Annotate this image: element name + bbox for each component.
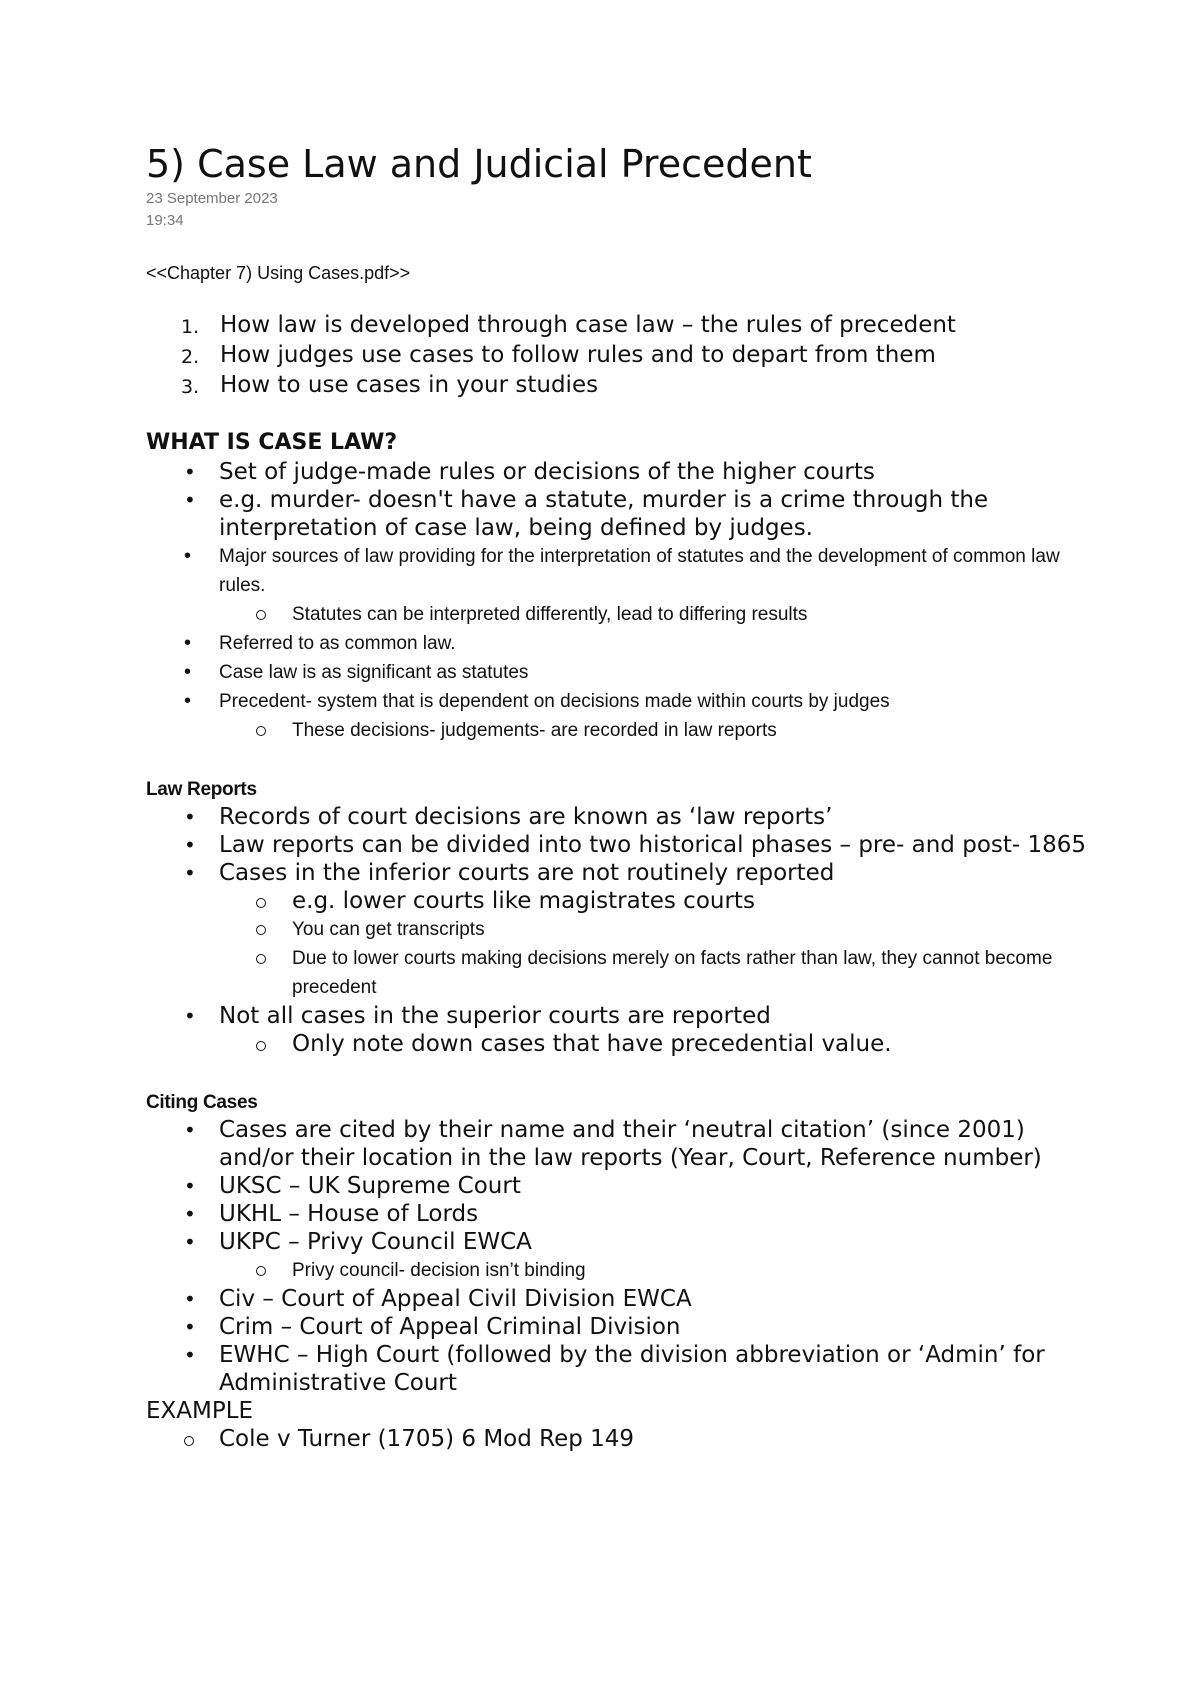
- list-item-text: These decisions- judgements- are recorded in law reports: [292, 720, 777, 741]
- bullet-icon: •: [184, 488, 196, 512]
- citing-cases-list: [146, 1116, 1106, 1397]
- list-item-text: Law reports can be divided into two historical phases – pre- and post- 1865: [219, 832, 1087, 858]
- example-list: [146, 1425, 1106, 1453]
- circle-bullet-icon: [256, 610, 266, 620]
- list-item: [146, 1228, 1106, 1256]
- list-item-text: Cases in the inferior courts are not routinely reported: [219, 860, 835, 886]
- objective-number: 1.: [181, 316, 200, 338]
- objective-number: 3.: [181, 376, 200, 398]
- bullet-icon: •: [184, 1118, 196, 1142]
- circle-bullet-icon: [256, 954, 266, 964]
- list-item-text: Civ – Court of Appeal Civil Division EWCA: [219, 1286, 692, 1312]
- sub-list-item: [146, 600, 1106, 629]
- objective-item: [146, 340, 1106, 370]
- list-item-text: UKHL – House of Lords: [219, 1201, 479, 1227]
- bullet-icon: •: [184, 545, 192, 567]
- circle-bullet-icon: [256, 726, 266, 736]
- bullet-icon: •: [184, 1174, 196, 1198]
- bullet-icon: •: [184, 632, 192, 654]
- list-item: [146, 687, 1106, 716]
- list-item-text: UKPC – Privy Council EWCA: [219, 1229, 532, 1255]
- sub-list-item: [146, 716, 1106, 745]
- list-item-text: Statutes can be interpreted differently, lead to differing results: [292, 604, 808, 625]
- circle-bullet-icon: [256, 1041, 266, 1051]
- objective-text: How to use cases in your studies: [220, 372, 599, 398]
- list-item-text: Only note down cases that have precedential value.: [292, 1031, 892, 1057]
- circle-bullet-icon: [256, 898, 266, 908]
- list-item: [146, 831, 1106, 859]
- list-item-text: Due to lower courts making decisions merely on facts rather than law, they cannot become precedent: [292, 948, 1053, 998]
- list-item-text: Cases are cited by their name and their ‘neutral citation’ (since 2001) and/or their location in the law reports (Year, Court, Reference number): [219, 1117, 1042, 1171]
- example-item: [146, 1425, 1106, 1453]
- law-reports-list: [146, 803, 1106, 1058]
- circle-bullet-icon: [256, 925, 266, 935]
- list-item-text: Set of judge-made rules or decisions of the higher courts: [219, 459, 875, 485]
- bullet-icon: •: [184, 1287, 196, 1311]
- sub-list-item: [146, 915, 1106, 944]
- sub-list-item: [146, 1030, 1106, 1058]
- list-item-text: Crim – Court of Appeal Criminal Division: [219, 1314, 681, 1340]
- list-item-text: Records of court decisions are known as ‘law reports’: [219, 804, 833, 830]
- list-item-text: You can get transcripts: [292, 919, 485, 940]
- bullet-icon: •: [184, 1004, 196, 1028]
- bullet-icon: •: [184, 1343, 196, 1367]
- bullet-icon: •: [184, 1230, 196, 1254]
- pdf-attachment-link[interactable]: <<Chapter 7) Using Cases.pdf>>: [146, 263, 411, 283]
- objective-item: [146, 310, 1106, 340]
- bullet-icon: •: [184, 833, 196, 857]
- bullet-icon: •: [184, 1202, 196, 1226]
- list-item-text: Not all cases in the superior courts are reported: [219, 1003, 771, 1029]
- objective-text: How judges use cases to follow rules and to depart from them: [220, 342, 936, 368]
- list-item: [146, 458, 1106, 486]
- sub-list-item: [146, 944, 1106, 1002]
- objective-text: How law is developed through case law – the rules of precedent: [220, 312, 956, 338]
- objective-item: [146, 370, 1106, 400]
- list-item: [146, 1285, 1106, 1313]
- note-date: 23 September 2023: [146, 190, 278, 207]
- list-item: [146, 629, 1106, 658]
- circle-bullet-icon: [184, 1436, 194, 1446]
- list-item: [146, 1313, 1106, 1341]
- list-item: [146, 486, 1106, 542]
- list-item-text: Major sources of law providing for the interpretation of statutes and the development of common law rules.: [219, 546, 1060, 596]
- list-item: [146, 1341, 1106, 1397]
- sub-list-item: [146, 1256, 1106, 1285]
- bullet-icon: •: [184, 690, 192, 712]
- bullet-icon: •: [184, 1315, 196, 1339]
- objective-number: 2.: [181, 346, 200, 368]
- sub-list-item: [146, 887, 1106, 915]
- note-page: [146, 140, 1106, 1453]
- list-item: [146, 658, 1106, 687]
- bullet-icon: •: [184, 861, 196, 885]
- list-item-text: e.g. lower courts like magistrates courts: [292, 888, 755, 914]
- list-item-text: e.g. murder- doesn't have a statute, murder is a crime through the interpretation of case law, being defined by judges.: [219, 487, 989, 541]
- list-item-text: Privy council- decision isn’t binding: [292, 1260, 586, 1281]
- example-label: EXAMPLE: [146, 1398, 254, 1424]
- list-item: [146, 803, 1106, 831]
- note-time: 19:34: [146, 212, 184, 229]
- list-item: [146, 1172, 1106, 1200]
- list-item-text: Referred to as common law.: [219, 633, 456, 654]
- list-item: [146, 859, 1106, 887]
- section-heading-case-law: WHAT IS CASE LAW?: [146, 430, 398, 455]
- bullet-icon: •: [184, 805, 196, 829]
- bullet-icon: •: [184, 661, 192, 683]
- list-item: [146, 1116, 1106, 1172]
- list-item-text: Precedent- system that is dependent on decisions made within courts by judges: [219, 691, 890, 712]
- list-item-text: EWHC – High Court (followed by the division abbreviation or ‘Admin’ for Administrative Court: [219, 1342, 1045, 1396]
- section-heading-citing-cases: Citing Cases: [146, 1092, 258, 1113]
- list-item-text: Cole v Turner (1705) 6 Mod Rep 149: [219, 1426, 635, 1452]
- list-item: [146, 1200, 1106, 1228]
- list-item: [146, 542, 1106, 600]
- list-item-text: Case law is as significant as statutes: [219, 662, 529, 683]
- list-item: [146, 1002, 1106, 1030]
- objectives-list: [146, 310, 1106, 400]
- circle-bullet-icon: [256, 1266, 266, 1276]
- section-heading-law-reports: Law Reports: [146, 779, 257, 800]
- page-title: 5) Case Law and Judicial Precedent: [146, 142, 812, 186]
- bullet-icon: •: [184, 460, 196, 484]
- case-law-list: [146, 458, 1106, 745]
- list-item-text: UKSC – UK Supreme Court: [219, 1173, 521, 1199]
